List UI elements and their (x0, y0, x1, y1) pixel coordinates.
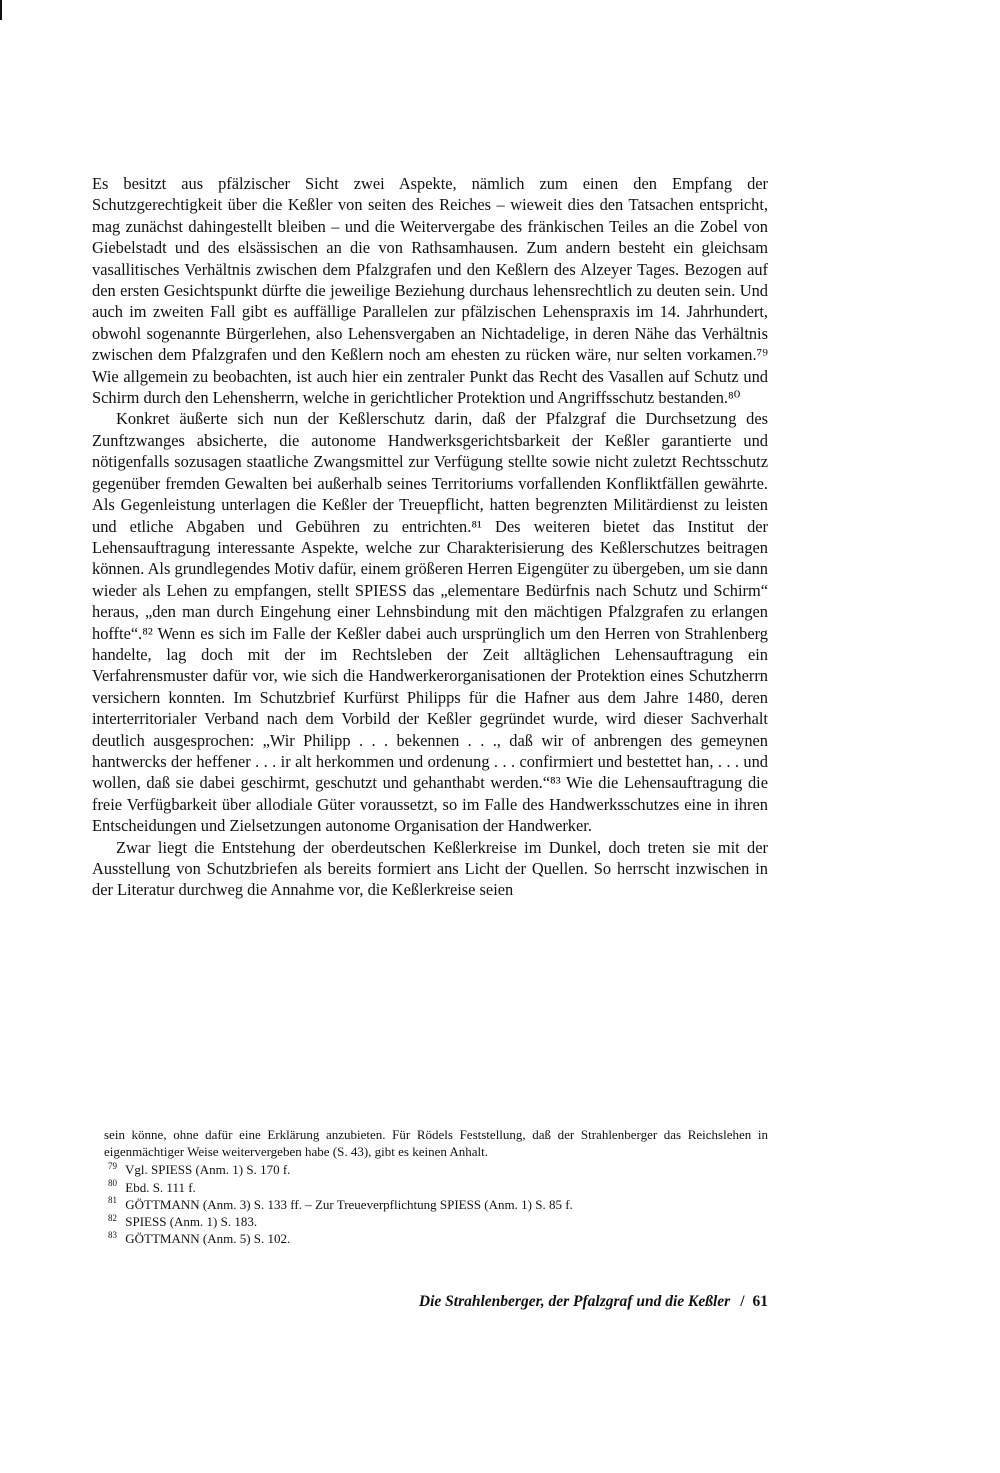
page-number: 61 (752, 1293, 768, 1310)
footnote-text: Ebd. S. 111 f. (125, 1179, 196, 1195)
footnotes-block (104, 1126, 768, 1247)
footnote-82: 82 SPIESS (Anm. 1) S. 183. (108, 1212, 258, 1230)
footnote-text: Vgl. SPIESS (Anm. 1) S. 170 f. (125, 1162, 291, 1178)
paragraph-1: Es besitzt aus pfälzischer Sicht zwei Aspekte, nämlich zum einen den Empfang der Schutzgerechtigkeit über die Keßler von seiten des Reiches – wieweit dies den Tatsachen entspricht, mag zunächst dahingestellt bleiben – und die Weitervergabe des fränkischen Teiles an die Zobel von Giebelstadt und des elsässischen an die von Rathsamhausen. Zum andern besteht ein gleichsam vasallitisches Verhältnis zwischen dem Pfalzgrafen und den Keßlern des Alzeyer Tages. Bezogen auf den ersten Gesichtspunkt dürfte die jeweilige Beziehung durchaus lehensrechtlich zu deuten sein. Und auch im zweiten Fall gibt es auffällige Parallelen zur pfälzischen Lehenspraxis im 14. Jahrhundert, obwohl sogenannte Bürgerlehen, also Lehensvergaben an Nichtadelige, in deren Nähe das Verhältnis zwischen dem Pfalzgrafen und den Keßlern noch am ehesten zu rücken wäre, nur selten vorkamen.⁷⁹ Wie allgemein zu beobachten, ist auch hier ein zentraler Punkt das Recht des Vasallen auf Schutz und Schirm durch den Lehensherrn, welche in gerichtlicher Protektion und Angriffsschutz bestanden.⁸⁰ (92, 174, 768, 408)
footnote-81: 81 GÖTTMANN (Anm. 3) S. 133 ff. – Zur Treueverpflichtung SPIESS (Anm. 1) S. 85 f. (108, 1195, 573, 1212)
paragraph-2: Konkret äußerte sich nun der Keßlerschutz darin, daß der Pfalzgraf die Durchsetzung des Zunftzwanges absicherte, die autonome Handwerksgerichtsbarkeit der Keßler garantierte und nötigenfalls sozusagen staatliche Zwangsmittel zur Verfügung stellte sowie nicht zuletzt Rechtsschutz gegenüber fremden Gewalten bei außerhalb seines Territoriums vorfallenden Konfliktfällen gewährte. Als Gegenleistung unterlagen die Keßler der Treuepflicht, hatten begrenzten Militärdienst zu leisten und etliche Abgaben und Gebühren zu entrichten.⁸¹ Des weiteren bietet das Institut der Lehensauftragung interessante Aspekte, welche zur Charakterisierung des Keßlerschutzes beitragen können. Als grundlegendes Motiv dafür, einem größeren Herren Eigengüter zu übergeben, um sie dann wieder als Lehen zu empfangen, stellt SPIESS das „elementare Bedürfnis nach Schutz und Schirm“ heraus, „den man durch Eingehung einer Lehnsbindung mit den mächtigen Pfalzgrafen zu erlangen hoffte“.⁸² Wenn es sich im Falle der Keßler dabei auch ursprünglich um den Herren von Strahlenberg handelte, lag doch mit der im Rechtsleben der Zeit alltäglichen Lehensauftragung ein Verfahrensmuster dafür vor, wie sich die Handwerkerorganisationen der Protektion eines Schutzherrn versichern konnten. Im Schutzbrief Kurfürst Philipps für die Hafner aus dem Jahre 1480, deren interterritorialer Verband nach dem Vorbild der Keßler gegründet wurde, wird dieser Sachverhalt deutlich ausgesprochen: „Wir Philipp . . . bekennen . . ., daß wir of anbrengen des gemeynen hantwercks der heffener . . . ir alt herkommen und ordenung . . . confirmiert und bestettet han, . . . und wollen, daß sie dabei geschirmt, geschutzt und gehanthabt werden.“⁸³ Wie die Lehensauftragung die freie Verfügbarkeit über allodiale Güter voraussetzt, so im Falle des Handwerksschutzes eine in ihren Entscheidungen und Zielsetzungen autonome Organisation der Handwerker. (92, 409, 768, 836)
running-footer (384, 1293, 768, 1311)
main-text-block (92, 173, 768, 901)
footnote-text: GÖTTMANN (Anm. 3) S. 133 ff. – Zur Treueverpflichtung SPIESS (Anm. 1) S. 85 f. (125, 1196, 573, 1212)
footnote-83: 83 GÖTTMANN (Anm. 5) S. 102. (108, 1229, 291, 1247)
footnote-80: 80 Ebd. S. 111 f. (108, 1178, 196, 1195)
running-title: Die Strahlenberger, der Pfalzgraf und die Keßler (418, 1293, 731, 1310)
paragraph-3: Zwar liegt die Entstehung der oberdeutschen Keßlerkreise im Dunkel, doch treten sie mit der Ausstellung von Schutzbriefen als bereits formiert ans Licht der Quellen. So herrscht inzwischen in der Literatur durchweg die Annahme vor, die Keßlerkreise seien (92, 837, 768, 900)
footnote-79: 79 Vgl. SPIESS (Anm. 1) S. 170 f. (108, 1161, 291, 1178)
scan-edge-mark (0, 0, 2, 20)
footnote-text: GÖTTMANN (Anm. 5) S. 102. (125, 1231, 291, 1247)
footer-separator: / (740, 1293, 745, 1310)
footnote-continuation: sein könne, ohne dafür eine Erklärung anzubieten. Für Rödels Feststellung, daß der Strahlenberger das Reichslehen in eigenmächtiger Weise weitervergeben habe (S. 43), gibt es keinen Anhalt. (104, 1127, 768, 1160)
footnote-text: SPIESS (Anm. 1) S. 183. (125, 1214, 258, 1230)
